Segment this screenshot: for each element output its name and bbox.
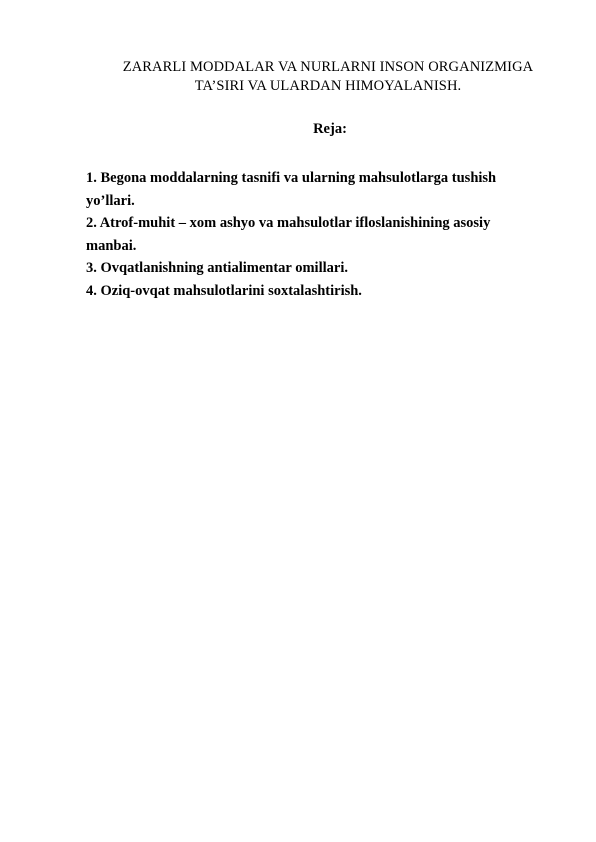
plan-list — [86, 167, 526, 302]
plan-item-2-line-1: 2. Atrof-muhit – xom ashyo va mahsulotlar ifloslanishining asosiy — [86, 215, 491, 231]
plan-item-1-line-1: 1. Begona moddalarning tasnifi va ularning mahsulotlarga tushish — [86, 170, 497, 186]
plan-item-1-line-2: yo’llari. — [86, 192, 135, 209]
document-title — [60, 58, 596, 96]
title-line-1: ZARARLI MODDALAR VA NURLARNI INSON ORGANIZMIGA — [122, 59, 534, 75]
plan-item-2-line-2: manbai. — [86, 237, 137, 254]
plan-heading: Reja: — [313, 121, 347, 137]
plan-item-4: 4. Oziq-ovqat mahsulotlarini soxtalashtirish. — [86, 282, 362, 299]
plan-item-3: 3. Ovqatlanishning antialimentar omillari. — [86, 260, 348, 276]
title-line-2: TA’SIRI VA ULARDAN HIMOYALANISH. — [194, 78, 462, 94]
